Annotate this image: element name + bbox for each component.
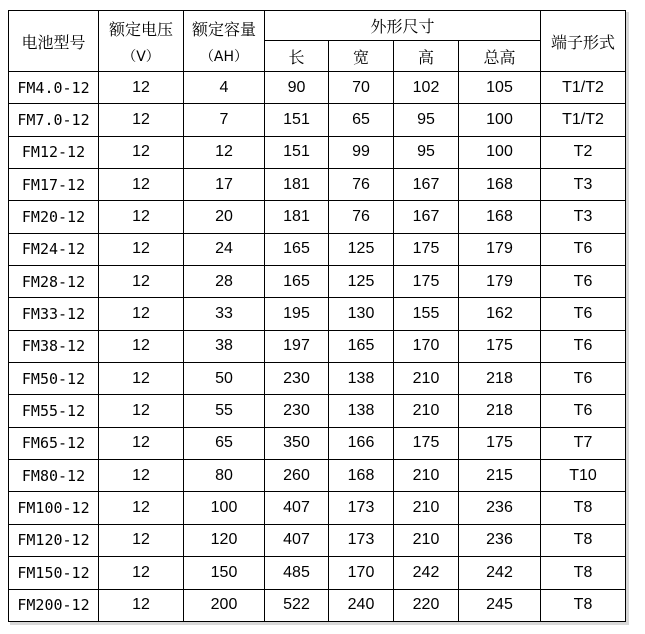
cell-height: 210: [394, 460, 459, 492]
cell-capacity: 7: [184, 104, 265, 136]
cell-width: 138: [329, 363, 394, 395]
cell-total-height: 242: [459, 557, 541, 589]
cell-capacity: 100: [184, 492, 265, 524]
cell-total-height: 175: [459, 330, 541, 362]
cell-capacity: 50: [184, 363, 265, 395]
cell-capacity: 80: [184, 460, 265, 492]
cell-length: 165: [265, 233, 329, 265]
cell-voltage: 12: [99, 330, 184, 362]
cell-terminal: T3: [541, 201, 626, 233]
cell-model: FM200-12: [9, 589, 99, 622]
cell-height: 95: [394, 136, 459, 168]
cell-height: 220: [394, 589, 459, 622]
cell-capacity: 24: [184, 233, 265, 265]
cell-length: 407: [265, 492, 329, 524]
header-terminal: 端子形式: [541, 11, 626, 72]
header-height: 高: [394, 41, 459, 72]
cell-length: 485: [265, 557, 329, 589]
cell-voltage: 12: [99, 136, 184, 168]
cell-width: 65: [329, 104, 394, 136]
cell-model: FM28-12: [9, 266, 99, 298]
cell-width: 76: [329, 169, 394, 201]
cell-length: 195: [265, 298, 329, 330]
cell-voltage: 12: [99, 298, 184, 330]
table-row: [9, 589, 626, 622]
cell-terminal: T6: [541, 298, 626, 330]
cell-width: 173: [329, 524, 394, 556]
cell-height: 167: [394, 201, 459, 233]
cell-total-height: 236: [459, 492, 541, 524]
cell-terminal: T8: [541, 557, 626, 589]
cell-voltage: 12: [99, 395, 184, 427]
cell-total-height: 100: [459, 104, 541, 136]
cell-voltage: 12: [99, 492, 184, 524]
cell-terminal: T6: [541, 330, 626, 362]
cell-model: FM100-12: [9, 492, 99, 524]
cell-capacity: 120: [184, 524, 265, 556]
cell-height: 175: [394, 266, 459, 298]
cell-voltage: 12: [99, 427, 184, 459]
cell-voltage: 12: [99, 104, 184, 136]
cell-model: FM120-12: [9, 524, 99, 556]
table-row: [9, 104, 626, 136]
table-body: [9, 72, 626, 622]
cell-model: FM33-12: [9, 298, 99, 330]
cell-height: 210: [394, 363, 459, 395]
cell-total-height: 236: [459, 524, 541, 556]
cell-terminal: T6: [541, 266, 626, 298]
cell-model: FM55-12: [9, 395, 99, 427]
cell-width: 125: [329, 233, 394, 265]
cell-width: 76: [329, 201, 394, 233]
cell-total-height: 218: [459, 363, 541, 395]
cell-terminal: T3: [541, 169, 626, 201]
cell-model: FM65-12: [9, 427, 99, 459]
cell-total-height: 245: [459, 589, 541, 622]
table-row: [9, 201, 626, 233]
cell-model: FM80-12: [9, 460, 99, 492]
cell-total-height: 179: [459, 233, 541, 265]
cell-terminal: T8: [541, 524, 626, 556]
table-row: [9, 266, 626, 298]
table-row: [9, 492, 626, 524]
cell-width: 125: [329, 266, 394, 298]
cell-total-height: 100: [459, 136, 541, 168]
cell-height: 210: [394, 492, 459, 524]
table-row: [9, 233, 626, 265]
cell-length: 90: [265, 72, 329, 104]
cell-height: 175: [394, 233, 459, 265]
cell-total-height: 175: [459, 427, 541, 459]
header-length: 长: [265, 41, 329, 72]
cell-model: FM20-12: [9, 201, 99, 233]
header-voltage-unit: （V）: [122, 48, 160, 65]
cell-width: 130: [329, 298, 394, 330]
header-voltage: 额定电压 （V）: [99, 11, 184, 72]
cell-total-height: 162: [459, 298, 541, 330]
cell-capacity: 200: [184, 589, 265, 622]
cell-model: FM7.0-12: [9, 104, 99, 136]
cell-length: 260: [265, 460, 329, 492]
cell-width: 99: [329, 136, 394, 168]
cell-length: 181: [265, 201, 329, 233]
cell-model: FM150-12: [9, 557, 99, 589]
cell-model: FM50-12: [9, 363, 99, 395]
cell-voltage: 12: [99, 266, 184, 298]
table-row: [9, 298, 626, 330]
cell-length: 151: [265, 104, 329, 136]
cell-height: 175: [394, 427, 459, 459]
cell-length: 181: [265, 169, 329, 201]
cell-model: FM12-12: [9, 136, 99, 168]
table-row: [9, 427, 626, 459]
header-total-height: 总高: [459, 41, 541, 72]
table-row: [9, 395, 626, 427]
cell-capacity: 65: [184, 427, 265, 459]
cropped-top-text: [0, 0, 645, 10]
cell-capacity: 17: [184, 169, 265, 201]
cell-terminal: T7: [541, 427, 626, 459]
header-dimensions: 外形尺寸: [265, 11, 541, 41]
cell-capacity: 33: [184, 298, 265, 330]
cell-voltage: 12: [99, 524, 184, 556]
table-row: [9, 330, 626, 362]
cell-capacity: 20: [184, 201, 265, 233]
cell-width: 166: [329, 427, 394, 459]
table-row: [9, 460, 626, 492]
cell-width: 168: [329, 460, 394, 492]
cell-capacity: 12: [184, 136, 265, 168]
cell-terminal: T6: [541, 363, 626, 395]
header-width: 宽: [329, 41, 394, 72]
cell-width: 138: [329, 395, 394, 427]
cell-total-height: 215: [459, 460, 541, 492]
cell-terminal: T8: [541, 492, 626, 524]
cell-length: 407: [265, 524, 329, 556]
cell-length: 151: [265, 136, 329, 168]
cell-terminal: T6: [541, 233, 626, 265]
cell-capacity: 55: [184, 395, 265, 427]
cell-model: FM17-12: [9, 169, 99, 201]
cell-capacity: 38: [184, 330, 265, 362]
cell-total-height: 218: [459, 395, 541, 427]
battery-spec-table: [8, 10, 626, 622]
cell-height: 210: [394, 395, 459, 427]
cell-height: 170: [394, 330, 459, 362]
cell-total-height: 105: [459, 72, 541, 104]
cell-height: 95: [394, 104, 459, 136]
table-row: [9, 72, 626, 104]
cell-terminal: T2: [541, 136, 626, 168]
table-shadow-right: [626, 12, 629, 624]
cell-length: 350: [265, 427, 329, 459]
table-row: [9, 363, 626, 395]
cell-total-height: 168: [459, 201, 541, 233]
cell-height: 210: [394, 524, 459, 556]
table-row: [9, 557, 626, 589]
header-model: 电池型号: [9, 11, 99, 72]
cell-voltage: 12: [99, 169, 184, 201]
cell-length: 522: [265, 589, 329, 622]
table-row: [9, 136, 626, 168]
cell-voltage: 12: [99, 589, 184, 622]
cell-width: 170: [329, 557, 394, 589]
cell-voltage: 12: [99, 557, 184, 589]
header-capacity-unit: （AH）: [199, 48, 249, 65]
cell-terminal: T10: [541, 460, 626, 492]
cell-voltage: 12: [99, 201, 184, 233]
cell-model: FM38-12: [9, 330, 99, 362]
cell-height: 155: [394, 298, 459, 330]
cell-total-height: 168: [459, 169, 541, 201]
cell-voltage: 12: [99, 233, 184, 265]
cell-length: 230: [265, 363, 329, 395]
table-shadow-bottom: [10, 622, 629, 625]
cell-terminal: T1/T2: [541, 104, 626, 136]
cell-capacity: 150: [184, 557, 265, 589]
cell-terminal: T1/T2: [541, 72, 626, 104]
cell-voltage: 12: [99, 460, 184, 492]
cell-length: 165: [265, 266, 329, 298]
cell-capacity: 4: [184, 72, 265, 104]
cell-terminal: T6: [541, 395, 626, 427]
header-capacity: 额定容量 （AH）: [184, 11, 265, 72]
cell-voltage: 12: [99, 363, 184, 395]
cell-model: FM24-12: [9, 233, 99, 265]
cell-height: 167: [394, 169, 459, 201]
table-row: [9, 169, 626, 201]
cell-length: 230: [265, 395, 329, 427]
cell-model: FM4.0-12: [9, 72, 99, 104]
cell-width: 70: [329, 72, 394, 104]
cell-height: 102: [394, 72, 459, 104]
cell-width: 240: [329, 589, 394, 622]
cell-length: 197: [265, 330, 329, 362]
table-row: [9, 524, 626, 556]
cell-total-height: 179: [459, 266, 541, 298]
cell-width: 173: [329, 492, 394, 524]
cell-width: 165: [329, 330, 394, 362]
cell-voltage: 12: [99, 72, 184, 104]
cell-terminal: T8: [541, 589, 626, 622]
cell-height: 242: [394, 557, 459, 589]
cell-capacity: 28: [184, 266, 265, 298]
